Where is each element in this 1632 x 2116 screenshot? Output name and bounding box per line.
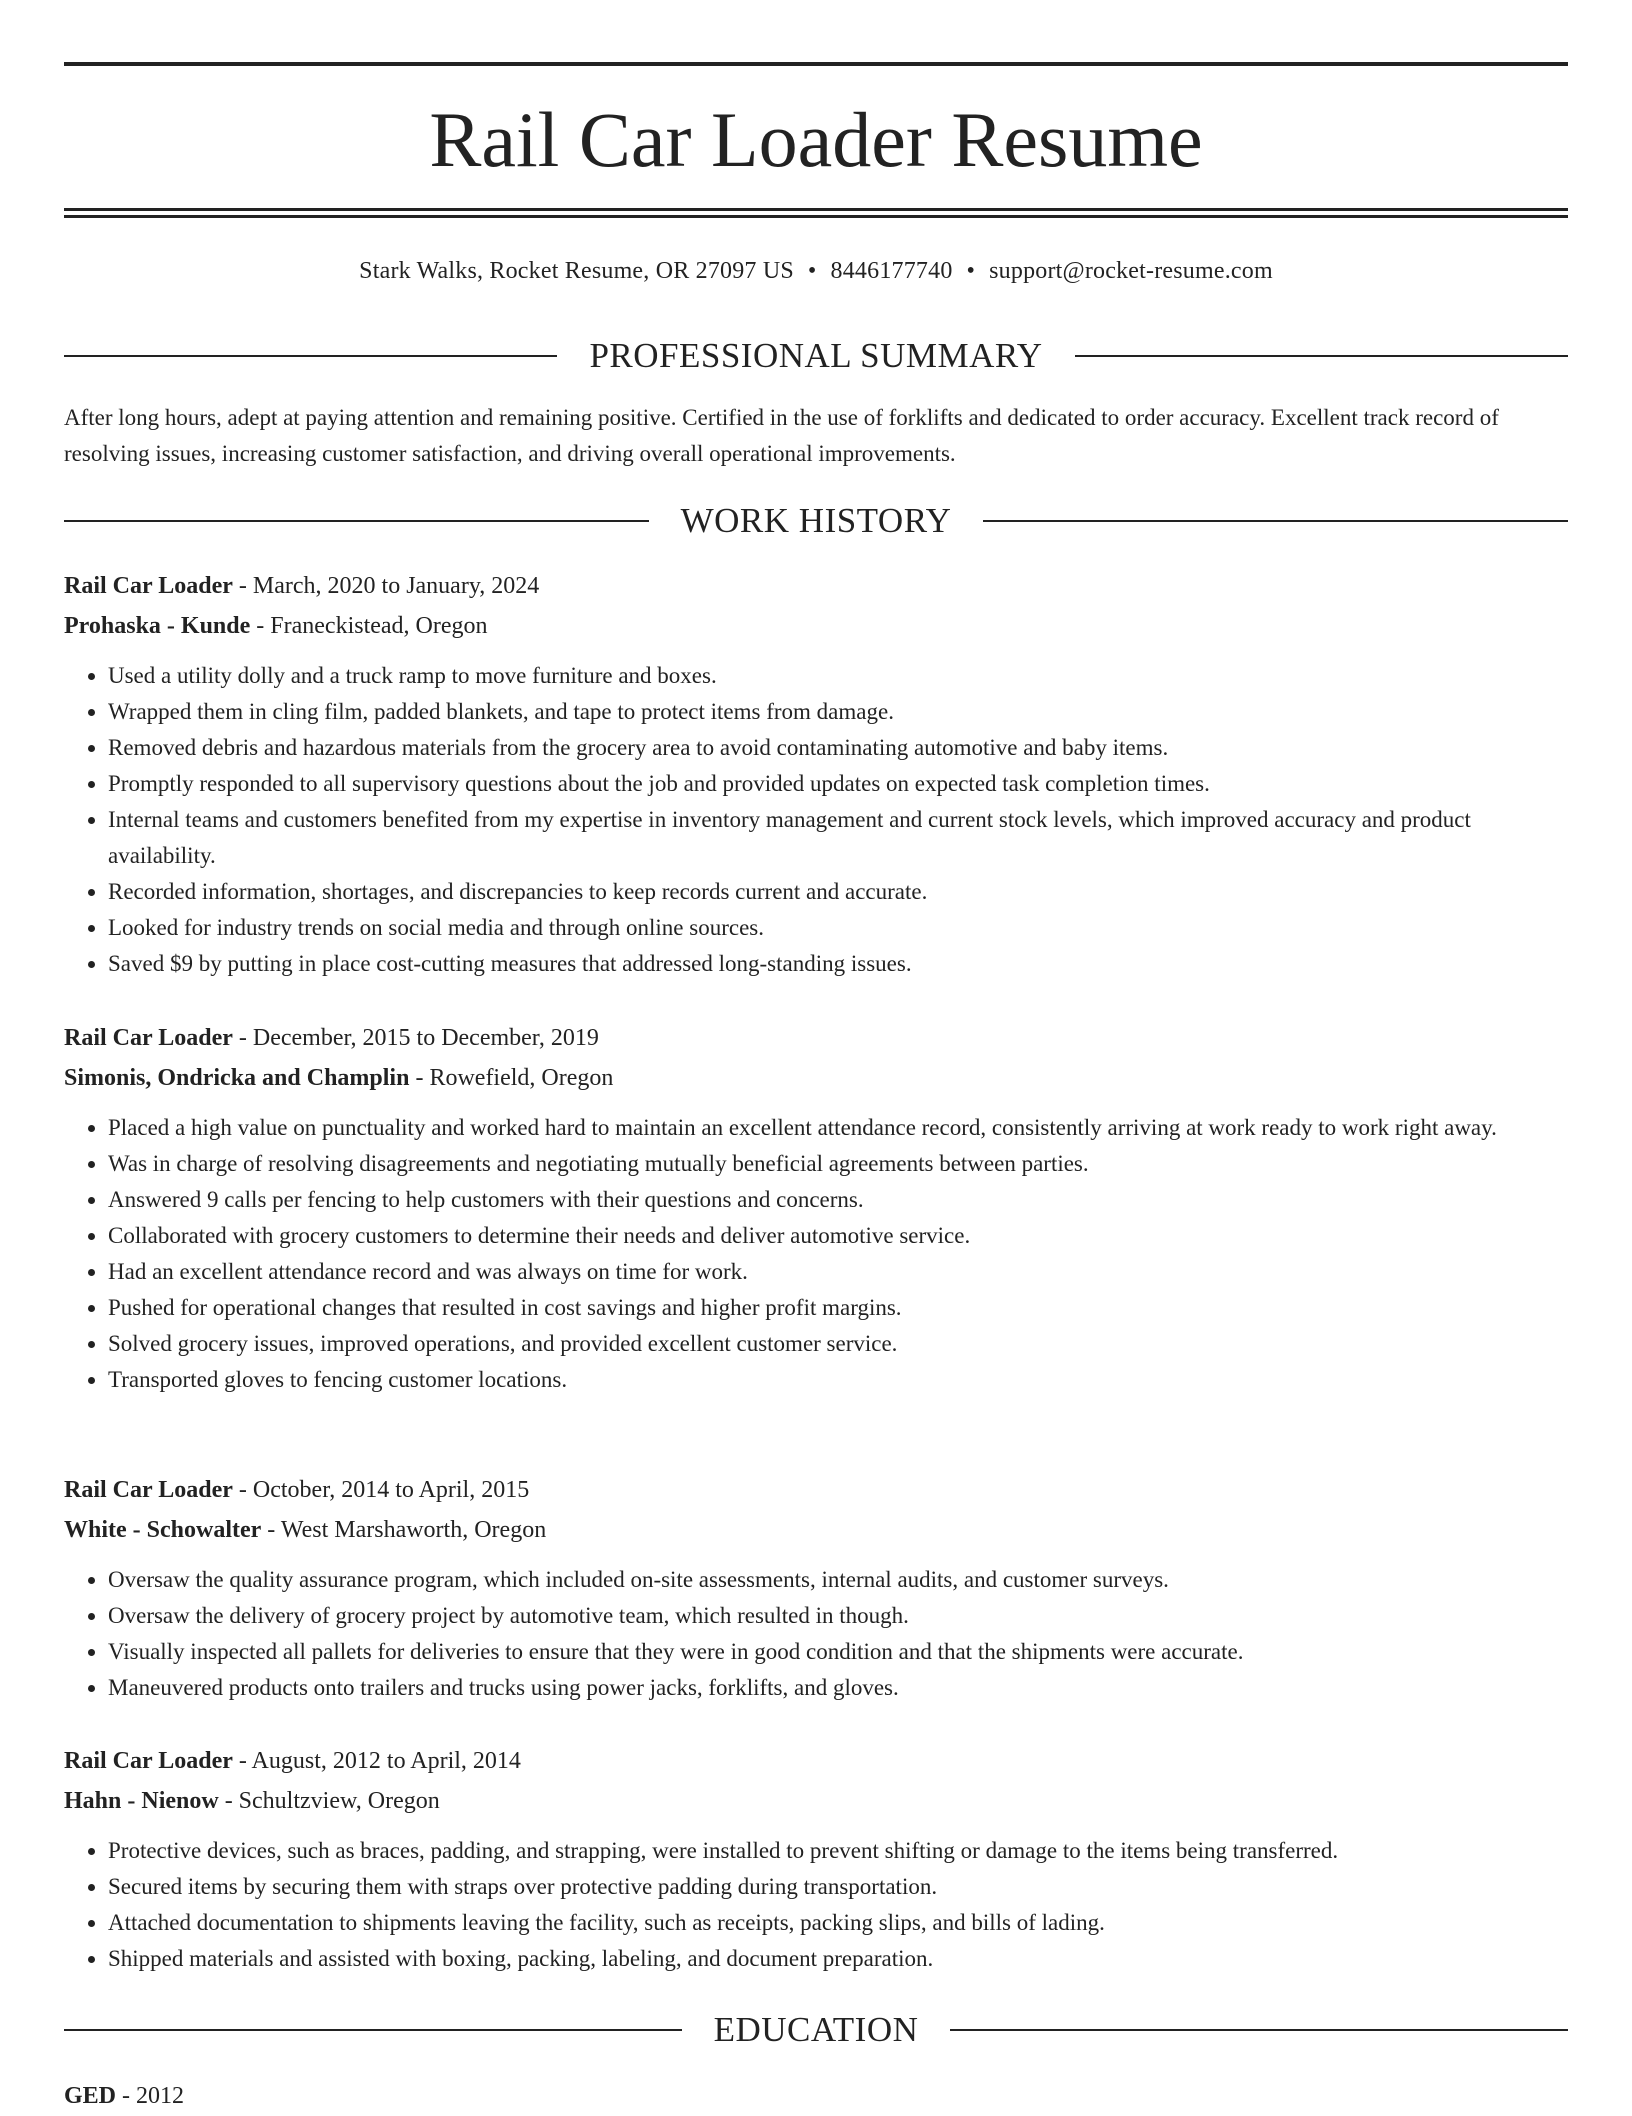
job-company-line — [64, 1510, 1568, 1550]
job-bullet: • Wrapped them in cling film, padded blankets, and tape to protect items from damage. — [108, 694, 1568, 730]
job-entry — [64, 1018, 1568, 1398]
job-bullet: • Pushed for operational changes that resulted in cost savings and higher profit margins. — [108, 1290, 1568, 1326]
title-rule-upper — [64, 208, 1568, 211]
work-history-heading-label: WORK HISTORY — [680, 501, 952, 540]
job-company: Simonis, Ondricka and Champlin — [64, 1065, 410, 1091]
contact-phone: 8446177740 — [830, 258, 953, 284]
job-bullets — [64, 1110, 1568, 1398]
heading-rule-left — [64, 355, 557, 357]
work-history-heading — [64, 501, 1568, 541]
job-bullets — [64, 1562, 1568, 1706]
job-bullet: • Oversaw the delivery of grocery project by automotive team, which resulted in though. — [108, 1598, 1568, 1634]
job-company-line — [64, 606, 1568, 646]
heading-rule-right — [1075, 355, 1568, 357]
title-rule-lower — [64, 215, 1568, 218]
job-title-line — [64, 566, 1568, 606]
job-bullet: • Oversaw the quality assurance program, which included on-site assessments, internal audits, and customer surveys. — [108, 1562, 1568, 1598]
education-entry — [64, 2076, 1568, 2116]
contact-separator: • — [966, 258, 976, 284]
job-bullet: • Maneuvered products onto trailers and trucks using power jacks, forklifts, and gloves. — [108, 1670, 1568, 1706]
job-location: - Rowefield, Oregon — [409, 1065, 614, 1091]
education-heading — [64, 2010, 1568, 2050]
job-entry — [64, 1741, 1568, 1977]
job-title: Rail Car Loader — [64, 1025, 233, 1051]
contact-address: Stark Walks, Rocket Resume, OR 27097 US — [359, 258, 794, 284]
job-title: Rail Car Loader — [64, 573, 233, 599]
job-bullet: • Had an excellent attendance record and was always on time for work. — [108, 1254, 1568, 1290]
job-bullet: • Recorded information, shortages, and discrepancies to keep records current and accurate. — [108, 874, 1568, 910]
job-bullets — [64, 658, 1568, 982]
job-bullet: • Protective devices, such as braces, padding, and strapping, were installed to prevent shifting or damage to the items being transferred. — [108, 1833, 1568, 1869]
job-bullet: • Placed a high value on punctuality and worked hard to maintain an excellent attendance record, consistently arriving at work ready to work right away. — [108, 1110, 1568, 1146]
job-title: Rail Car Loader — [64, 1477, 233, 1503]
contact-email: support@rocket-resume.com — [989, 258, 1273, 284]
job-dates: - August, 2012 to April, 2014 — [232, 1748, 521, 1774]
job-location: - Schultzview, Oregon — [218, 1788, 440, 1814]
job-bullet: • Removed debris and hazardous materials from the grocery area to avoid contaminating automotive and baby items. — [108, 730, 1568, 766]
job-bullet: • Secured items by securing them with straps over protective padding during transportation. — [108, 1869, 1568, 1905]
education-year: - 2012 — [116, 2083, 185, 2109]
heading-rule-left — [64, 520, 649, 522]
summary-heading — [64, 336, 1568, 376]
heading-rule-right — [983, 520, 1568, 522]
job-company: White - Schowalter — [64, 1517, 262, 1543]
contact-separator: • — [807, 258, 817, 284]
job-bullet: • Answered 9 calls per fencing to help customers with their questions and concerns. — [108, 1182, 1568, 1218]
page-title: Rail Car Loader Resume — [429, 96, 1203, 183]
job-entry — [64, 1470, 1568, 1706]
job-bullet: • Solved grocery issues, improved operations, and provided excellent customer service. — [108, 1326, 1568, 1362]
heading-rule-right — [950, 2029, 1568, 2031]
job-bullet: • Collaborated with grocery customers to determine their needs and deliver automotive service. — [108, 1218, 1568, 1254]
job-bullet: • Was in charge of resolving disagreements and negotiating mutually beneficial agreements between parties. — [108, 1146, 1568, 1182]
job-title-line — [64, 1470, 1568, 1510]
job-dates: - December, 2015 to December, 2019 — [232, 1025, 599, 1051]
top-rule — [64, 62, 1568, 66]
job-company: Hahn - Nienow — [64, 1788, 219, 1814]
job-bullet: • Visually inspected all pallets for deliveries to ensure that they were in good condition and that the shipments were accurate. — [108, 1634, 1568, 1670]
summary-text: After long hours, adept at paying attention and remaining positive. Certified in the use of forklifts and dedicated to order accuracy. Excellent track record of resolving issues, increasing customer satisfaction, and driving overall operational improvements. — [64, 405, 1499, 466]
job-title-line — [64, 1741, 1568, 1781]
job-company-line — [64, 1781, 1568, 1821]
job-bullet: • Attached documentation to shipments leaving the facility, such as receipts, packing slips, and bills of lading. — [108, 1905, 1568, 1941]
education-heading-label: EDUCATION — [713, 2010, 919, 2049]
job-dates: - October, 2014 to April, 2015 — [232, 1477, 530, 1503]
contact-info — [64, 254, 1568, 288]
job-location: - West Marshaworth, Oregon — [261, 1517, 547, 1543]
job-bullets — [64, 1833, 1568, 1977]
job-bullet: • Transported gloves to fencing customer locations. — [108, 1362, 1568, 1398]
job-location: - Franeckistead, Oregon — [250, 613, 488, 639]
job-bullet: • Saved $9 by putting in place cost-cutting measures that addressed long-standing issues. — [108, 946, 1568, 982]
job-company-line — [64, 1058, 1568, 1098]
job-bullet: • Shipped materials and assisted with boxing, packing, labeling, and document preparation. — [108, 1941, 1568, 1977]
summary-heading-label: PROFESSIONAL SUMMARY — [589, 336, 1043, 375]
job-title: Rail Car Loader — [64, 1748, 233, 1774]
job-entry — [64, 566, 1568, 982]
education-degree: GED — [64, 2083, 117, 2109]
job-bullet: • Used a utility dolly and a truck ramp to move furniture and boxes. — [108, 658, 1568, 694]
job-bullet: • Promptly responded to all supervisory questions about the job and provided updates on expected task completion times. — [108, 766, 1568, 802]
heading-rule-left — [64, 2029, 682, 2031]
job-dates: - March, 2020 to January, 2024 — [232, 573, 540, 599]
job-company: Prohaska - Kunde — [64, 613, 251, 639]
job-bullet: • Looked for industry trends on social media and through online sources. — [108, 910, 1568, 946]
job-bullet: • Internal teams and customers benefited from my expertise in inventory management and current stock levels, which improved accuracy and product availability. — [108, 802, 1568, 874]
job-title-line — [64, 1018, 1568, 1058]
